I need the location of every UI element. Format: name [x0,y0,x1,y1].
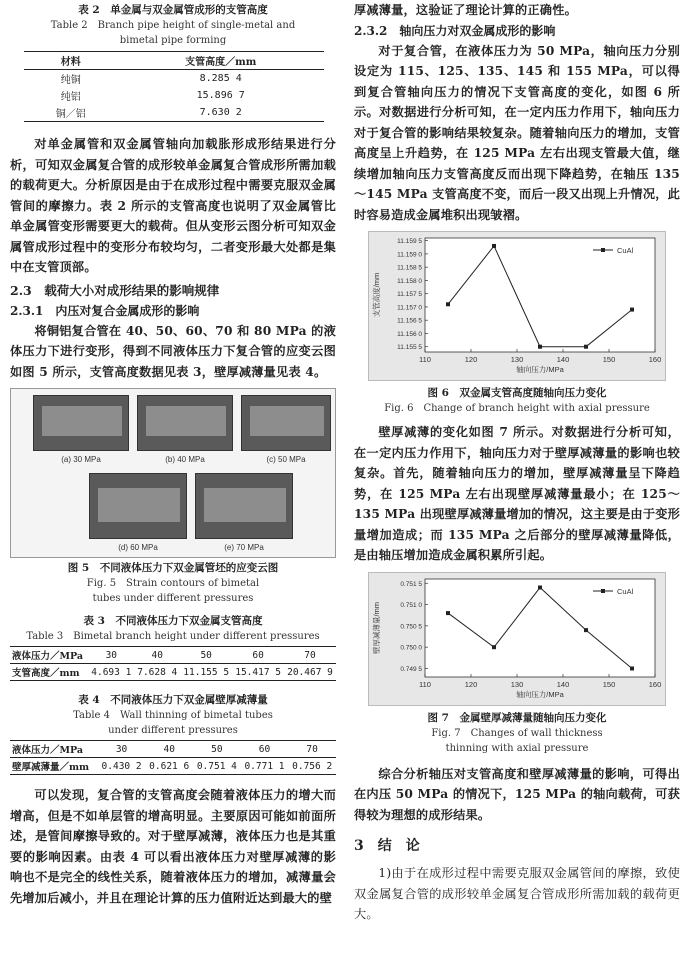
table3-title-zh: 表 3 不同液体压力下双金属支管高度 [83,615,263,627]
table-row [24,104,324,122]
table3-cell: 30 [88,647,134,664]
table-row [10,758,336,775]
panel-label: (c) 50 MPa [266,455,306,464]
table2-cell: 15.896 7 [196,90,245,101]
strain-contour-panel [241,395,331,464]
strain-contour-panel [195,473,293,552]
x-tick-label: 120 [464,355,478,364]
x-tick-label: 120 [464,679,478,689]
y-axis-label: 壁厚减薄量/mm [372,601,381,654]
data-point [630,666,634,670]
y-tick-label: 0.749 5 [400,665,422,673]
data-point [446,611,450,615]
table-row [10,741,336,758]
section-heading-2-3-2: 2.3.2 轴向压力对双金属成形的影响 [354,23,556,38]
legend-label: CuAl [617,246,634,255]
table-row [10,664,336,681]
table3-cell: 15.417 5 [232,664,284,681]
table4-cell: 70 [288,741,336,758]
legend-marker [601,248,605,252]
table4-cell: 壁厚减薄量／mm [10,758,98,775]
table3-title-en: Table 3 Bimetal branch height under different pressures [26,631,320,642]
figure7-caption-en: Fig. 7 Changes of wall thickness thinning with axial pressure [431,727,603,754]
table4-title-zh: 表 4 不同液体压力下双金属壁厚减薄量 [78,694,268,706]
left-column [10,0,336,908]
x-tick-label: 160 [648,355,662,364]
figure7-chart [368,572,666,706]
x-tick-label: 160 [648,679,662,689]
data-point [584,628,588,632]
y-tick-label: 11.157 5 [397,291,422,299]
table4-cell: 液体压力／MPa [10,741,98,758]
right-paragraph-0: 厚减薄量，这验证了理论计算的正确性。 [354,3,577,17]
strain-contour-panel [89,473,187,552]
y-tick-label: 0.750 0 [400,644,422,652]
table2-cell: 8.285 4 [199,73,242,84]
y-tick-label: 0.751 0 [400,601,422,609]
table4-cell: 60 [241,741,289,758]
y-tick-label: 11.156 0 [397,330,422,338]
table-row [24,87,324,104]
x-tick-label: 140 [556,355,570,364]
figure7-caption-zh: 图 7 金属壁厚减薄量随轴向压力变化 [427,711,607,724]
table2-header-height: 支管高度／mm [117,52,324,70]
table3-cell: 50 [180,647,232,664]
table4-cell: 0.756 2 [288,758,336,775]
x-tick-label: 150 [602,679,616,689]
table4 [10,740,336,775]
figure5-caption-en: Fig. 5 Strain contours of bimetal tubes under different pressures [86,578,260,604]
table4-cell: 0.430 2 [98,758,146,775]
x-tick-label: 130 [510,679,524,689]
table4-cell: 0.751 4 [193,758,241,775]
table3-cell: 70 [284,647,336,664]
plot-area [425,238,655,352]
y-tick-label: 0.751 5 [400,580,422,588]
figure6-caption-en: Fig. 6 Change of branch height with axial pressure [384,403,650,414]
table2-cell: 纯铝 [60,92,81,103]
y-tick-label: 11.157 0 [397,304,422,312]
section-heading-2-3-1: 2.3.1 内压对复合金属成形的影响 [10,303,200,318]
table4-cell: 40 [145,741,193,758]
table-row [10,647,336,664]
y-tick-label: 11.158 5 [397,264,422,272]
data-point [492,645,496,649]
figure5-caption-zh: 图 5 不同液体压力下双金属管坯的应变云图 [67,562,279,574]
data-point [584,345,588,349]
section-heading-3: 3 结 论 [354,838,420,854]
table2-header-material: 材料 [24,52,117,70]
table3-cell: 液体压力／MPa [10,647,88,664]
right-paragraph-4: 1)由于在成形过程中需要克服双金属管间的摩擦，致使双金属复合管的成形较单金属复合管成形所需加载的载荷更大。 [354,866,680,921]
figure6-svg [369,232,667,382]
section-heading-2-3: 2.3 载荷大小对成形结果的影响规律 [10,282,220,298]
figure6-chart [368,231,666,381]
table4-cell: 30 [98,741,146,758]
table3-cell: 40 [134,647,180,664]
panel-label: (b) 40 MPa [165,455,205,464]
x-tick-label: 150 [602,355,616,364]
table3-cell: 60 [232,647,284,664]
table3-cell: 20.467 9 [284,664,336,681]
table3-cell: 7.628 4 [134,664,180,681]
figure7-svg [369,573,667,707]
table2-title-zh: 表 2 单金属与双金属管成形的支管高度 [78,4,268,16]
x-axis-label: 轴向压力/MPa [516,689,564,699]
x-axis-label: 轴向压力/MPa [516,365,564,374]
table4-cell: 0.621 6 [145,758,193,775]
data-point [538,345,542,349]
table2-cell: 铜／铝 [24,104,117,122]
table3 [10,646,336,681]
y-tick-label: 11.159 0 [397,251,422,259]
y-tick-label: 11.158 0 [397,277,422,285]
y-tick-label: 0.750 5 [400,622,422,630]
table2-cell: 纯铜 [60,75,81,86]
right-column [354,0,680,925]
table3-cell: 4.693 1 [88,664,134,681]
left-paragraph-2: 将铜铝复合管在 40、50、60、70 和 80 MPa 的液体压力下进行变形，得到不同液体压力下复合管的应变云图如图 5 所示，支管高度数据见表 3，壁厚减薄量见表 4。 [10,323,336,379]
right-paragraph-3: 综合分析轴压对支管高度和壁厚减薄量的影响，可得出在内压 50 MPa 的情况下，125 MPa 的轴向载荷，可获得较为理想的成形结果。 [354,766,680,822]
data-point [492,244,496,248]
table3-cell: 支管高度／mm [10,664,88,681]
table4-cell: 50 [193,741,241,758]
panel-label: (e) 70 MPa [224,543,264,552]
table-row [24,70,324,88]
legend-label: CuAl [617,586,634,596]
figure6-caption-zh: 图 6 双金属支管高度随轴向压力变化 [427,387,607,399]
table4-title-en: Table 4 Wall thinning of bimetal tubes under different pressures [73,710,273,736]
y-tick-label: 11.159 5 [397,238,422,246]
x-tick-label: 130 [510,355,524,364]
y-tick-label: 11.156 5 [397,317,422,325]
left-paragraph-3: 可以发现，复合管的支管高度会随着液体压力的增大而增高，但是不如单层管的增高明显。主要原因可能如前面所述，是管间摩擦导致的。对于壁厚减薄，液体压力也是其重要的影响因素。由表 4 可以看出液体压力对壁厚减薄的影响也不是完全的线性关系，随着液体压力的增加，减薄量会先增加后减小，并且在理论计算的压力值附近达到最大的壁 [10,788,336,905]
left-paragraph-1: 对单金属管和双金属管轴向加载胀形成形结果进行分析，可知双金属复合管的成形较单金属复合管成形所需加载的载荷更大。分析原因是由于在成形过程中需要克服双金属管间的摩擦力。表 2 所示的支管高度也说明了双金属管比单金属管变形需要更大的载荷。但从变形云图分析可知双金属管成形过程中的变形分布较均匀，二者变形最大处都是集中在支管顶部。 [10,137,336,274]
panel-label: (d) 60 MPa [118,543,158,552]
y-axis-label: 支管高度/mm [372,272,381,318]
table4-cell: 0.771 1 [241,758,289,775]
data-point [538,585,542,589]
table2-title-en: Table 2 Branch pipe height of single-metal and bimetal pipe forming [50,20,296,46]
y-tick-label: 11.155 5 [397,344,422,352]
data-point [630,308,634,312]
table3-cell: 11.155 5 [180,664,232,681]
panel-label: (a) 30 MPa [61,455,101,464]
strain-contour-panel [137,395,233,464]
strain-contour-panel [33,395,129,464]
right-paragraph-2: 壁厚减薄的变化如图 7 所示。对数据进行分析可知，在一定内压力作用下，轴向压力对于壁厚减薄量的影响也较复杂。首先，随着轴向压力的增加，壁厚减薄量呈下降趋势，在 125 MPa 左右出现壁厚减薄量最小；在 125～135 MPa 出现壁厚减薄量增加的情况，这主要是由于变形量增加造成；而 135 MPa 之后部分的壁厚减薄量降低，是由轴压增加造成金属积累所引起。 [354,425,680,562]
x-tick-label: 140 [556,679,570,689]
right-paragraph-1: 对于复合管，在液体压力为 50 MPa，轴向压力分别设定为 115、125、135、145 和 155 MPa，可以得到复合管轴向压力的情况下支管高度的变化，如图 6 所示。对数据进行分析可知，在一定内压力作用下，轴向压力对于复合管的影响结果较复杂。随着轴向压力的增加，支管高度呈上升趋势，在 125 MPa 左右出现支管最大值，继续增加轴向压力支管高度反而出现下降趋势，在轴压 135～145 MPa 支管高度不变，而后一段又出现上升情况，此时容易造成金属堆积出现皱褶。 [354,43,680,222]
x-tick-label: 110 [419,355,431,364]
table2 [24,51,324,122]
legend-marker [601,589,605,593]
x-tick-label: 110 [419,679,431,689]
data-point [446,302,450,306]
figure5-image [10,388,336,558]
table2-cell: 7.630 2 [117,104,324,122]
